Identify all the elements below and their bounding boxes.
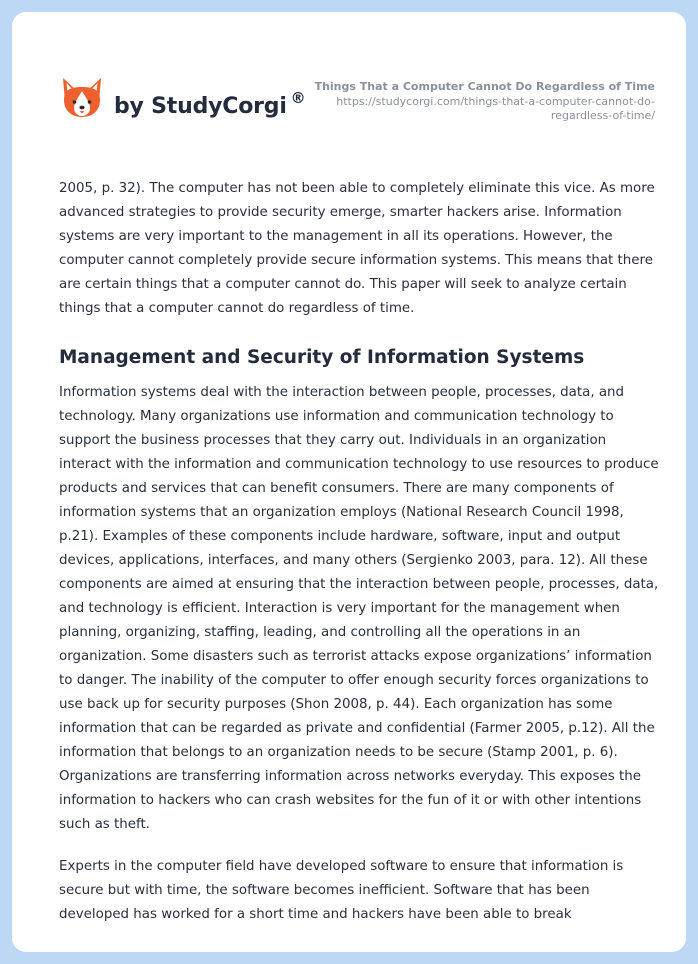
section-heading: Management and Security of Information Systems bbox=[59, 347, 585, 368]
paragraph: Experts in the computer field have developed software to ensure that information is secure but with time, the software becomes inefficient. Software that has been developed has worked for a short time and hackers have been able to break bbox=[59, 859, 624, 922]
source-title: Things That a Computer Cannot Do Regardless of Time bbox=[314, 80, 655, 93]
paragraph: Information systems deal with the interaction between people, processes, data, and technology. Many organizations use information and communication technology to support the business processes that they carry out. Individuals in an organization interact with the information and communication technology to use resources to produce products and services that can benefit consumers. There are many components of information systems that an organization employs (National Research Council 1998, p.21). Examples of these components include hardware, software, input and output devices, applications, interfaces, and many others (Sergienko 2003, para. 12). All these components are aimed at ensuring that the interaction between people, processes, data, and technology is efficient. Interaction is very important for the management when planning, organizing, staffing, leading, and controlling all the operations in an organization. Some disasters such as terrorist attacks expose organizations’ information to danger. The inability of the computer to offer enough security forces organizations to use back up for security purposes (Shon 2008, p. 44). Each organization has some information that can be regarded as private and confidential (Farmer 2005, p.12). All the information that belongs to an organization needs to be secure (Stamp 2001, p. 6). Organizations are transferring information across networks everyday. This exposes the information to hackers who can crash websites for the fun of it or with other intentions such as theft. bbox=[59, 385, 659, 832]
document-page bbox=[12, 12, 686, 952]
source-url-line-1[interactable]: https://studycorgi.com/things-that-a-computer-cannot-do- bbox=[336, 95, 655, 108]
source-url-line-2[interactable]: regardless-of-time/ bbox=[550, 109, 655, 122]
corgi-icon bbox=[60, 76, 104, 126]
source-info bbox=[295, 79, 655, 123]
essay-content bbox=[59, 177, 659, 927]
brand-text: by StudyCorgi bbox=[114, 94, 287, 119]
brand-name bbox=[114, 89, 306, 119]
studycorgi-logo[interactable] bbox=[60, 76, 320, 140]
registered-mark: ® bbox=[290, 89, 306, 107]
paragraph: 2005, p. 32). The computer has not been able to completely eliminate this vice. As more advanced strategies to provide security emerge, smarter hackers arise. Information systems are very important to the management in all its operations. However, the computer cannot completely provide secure information systems. This means that there are certain things that a computer cannot do. This paper will seek to analyze certain things that a computer cannot do regardless of time. bbox=[59, 181, 655, 316]
source-url[interactable] bbox=[295, 95, 655, 123]
